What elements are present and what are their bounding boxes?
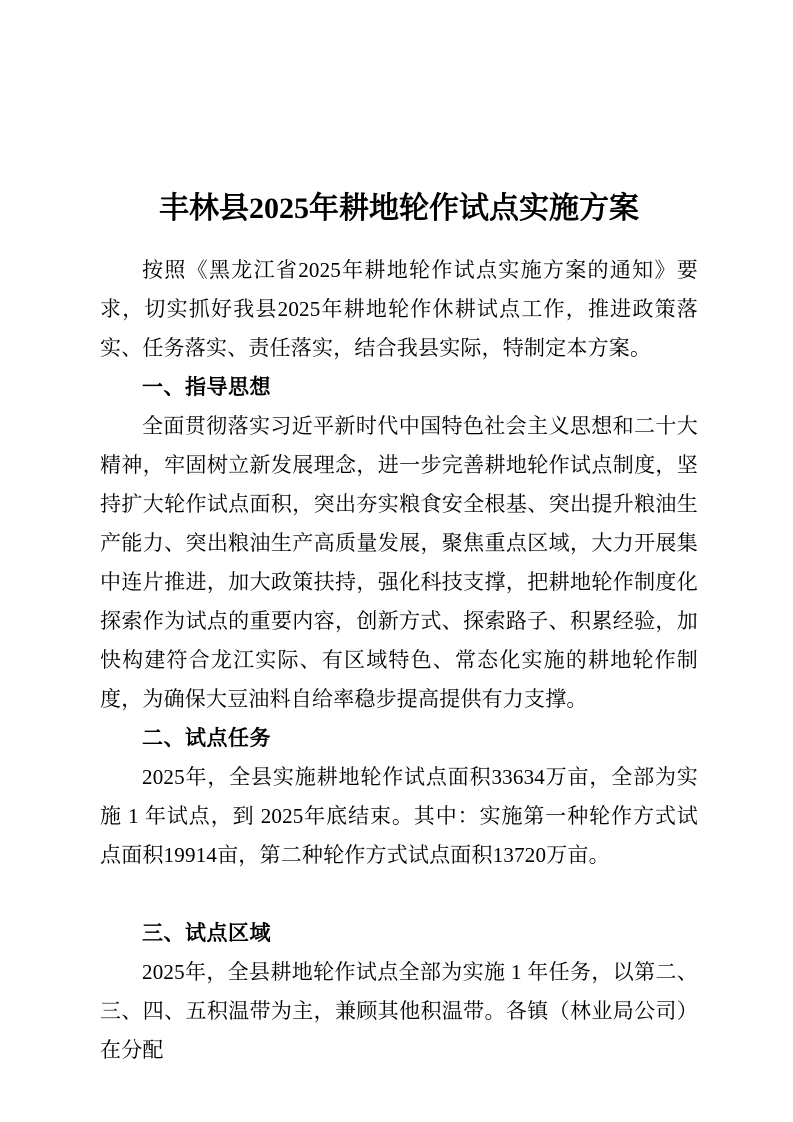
section-2-paragraph: 2025年，全县实施耕地轮作试点面积33634万亩，全部为实施 1 年试点，到 2025年底结束。其中：实施第一种轮作方式试点面积19914亩，第二种轮作方式试点面积13720万亩。 bbox=[100, 765, 698, 867]
section-heading-2: 二、试点任务 bbox=[142, 727, 271, 750]
section-heading-3: 三、试点区域 bbox=[142, 922, 271, 945]
section-heading-1: 一、指导思想 bbox=[142, 376, 271, 399]
section-1-paragraph: 全面贯彻落实习近平新时代中国特色社会主义思想和二十大精神，牢固树立新发展理念，进一步完善耕地轮作试点制度，坚持扩大轮作试点面积，突出夯实粮食安全根基、突出提升粮油生产能力、突出粮油生产高质量发展，聚焦重点区域，大力开展集中连片推进，加大政策扶持，强化科技支撑，把耕地轮作制度化探索作为试点的重要内容，创新方式、探索路子、积累经验，加快构建符合龙江实际、有区域特色、常态化实施的耕地轮作制度，为确保大豆油料自给率稳步提高提供有力支撑。 bbox=[100, 414, 698, 711]
document-title: 丰林县2025年耕地轮作试点实施方案 bbox=[159, 192, 639, 225]
blank-line-spacer bbox=[100, 875, 698, 914]
intro-paragraph: 按照《黑龙江省2025年耕地轮作试点实施方案的通知》要求，切实抓好我县2025年耕地轮作休耕试点工作，推进政策落实、任务落实、责任落实，结合我县实际，特制定本方案。 bbox=[100, 258, 698, 360]
section-3-paragraph: 2025年，全县耕地轮作试点全部为实施 1 年任务，以第二、三、四、五积温带为主，兼顾其他积温带。各镇（林业局公司） 在分配 bbox=[100, 960, 698, 1062]
